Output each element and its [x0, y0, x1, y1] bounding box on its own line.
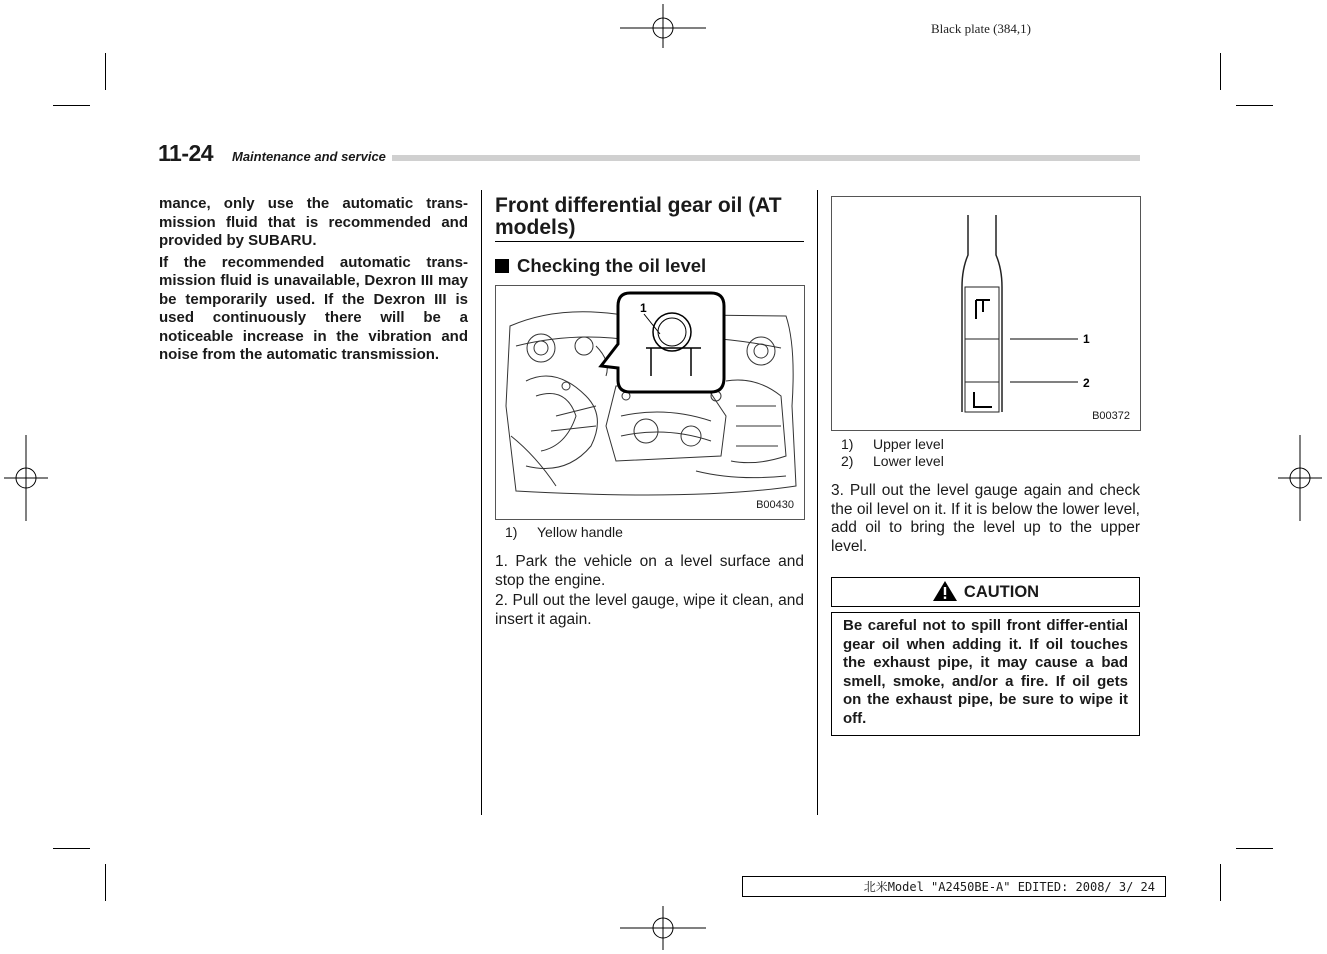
page-header	[158, 140, 1140, 166]
plate-label: Black plate (384,1)	[931, 21, 1031, 36]
subheading-checking-oil-level: Checking the oil level	[495, 255, 706, 277]
step-3: 3. Pull out the level gauge again and check the oil level on it. If it is below the lower level, add oil to bring the level up to the upper level.	[831, 482, 1140, 555]
page-number: 11-24	[158, 140, 214, 166]
figure-code: B00430	[756, 499, 794, 511]
callout-number: 1	[640, 301, 647, 315]
square-bullet-icon	[495, 259, 509, 273]
column-1-text	[159, 195, 468, 368]
registration-mark-top	[620, 4, 706, 48]
heading-front-differential: Front differential gear oil (AT models)	[495, 195, 804, 242]
figure-engine-bay	[495, 285, 805, 520]
caution-title: CAUTION	[963, 583, 1040, 601]
figure-code: B00372	[1092, 410, 1130, 422]
f-mark	[976, 300, 990, 319]
registration-mark-left	[4, 435, 48, 521]
caption-upper-level: 1) Upper level	[841, 436, 944, 452]
caption-lower-level: 2) Lower level	[841, 453, 944, 469]
warning-triangle-icon	[932, 580, 958, 602]
paragraph: If the recommended automatic trans-mission fluid is unavailable, Dexron III may be temporarily used. If the Dexron III is used continuously there will be a noticeable increase in the vibration and noise from the automatic transmission.	[159, 253, 468, 363]
caption-levels	[841, 436, 944, 470]
steps-list	[495, 553, 804, 631]
registration-mark-bottom	[620, 906, 706, 950]
gauge-label-2: 2	[1083, 376, 1090, 390]
caption-yellow-handle: 1) Yellow handle	[505, 524, 623, 540]
caution-header	[831, 577, 1140, 607]
column-divider-2	[817, 190, 818, 815]
level-gauge-illustration	[832, 197, 1140, 430]
paragraph: mance, only use the automatic trans-mission fluid that is recommended and provided by SUBARU.	[159, 195, 468, 249]
section-title: Maintenance and service	[232, 149, 392, 164]
caution-text: Be careful not to spill front differ-ential gear oil when adding it. If oil touches the exhaust pipe, it may cause a bad smell, smoke, and/or a fire. If oil gets on the exhaust pipe, be sure to wipe it off.	[831, 612, 1140, 736]
gauge-label-1: 1	[1083, 332, 1090, 346]
figure-level-gauge	[831, 196, 1141, 431]
footer-edit-info: 北米Model "A2450BE-A" EDITED: 2008/ 3/ 24	[742, 876, 1166, 897]
l-mark	[974, 392, 992, 407]
registration-mark-right	[1278, 435, 1322, 521]
step-1: 1. Park the vehicle on a level surface and stop the engine.	[495, 553, 804, 589]
engine-bay-illustration	[496, 286, 804, 519]
column-divider-1	[481, 190, 482, 815]
step-2: 2. Pull out the level gauge, wipe it clean, and insert it again.	[495, 592, 804, 628]
